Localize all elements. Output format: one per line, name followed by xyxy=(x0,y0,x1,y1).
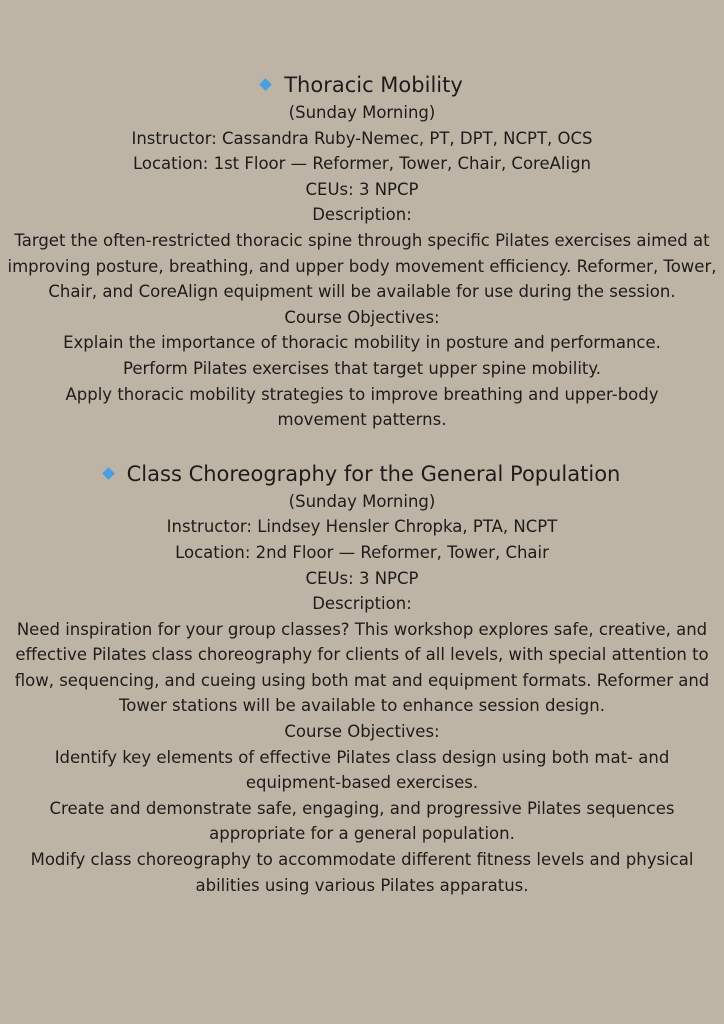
objectives-list xyxy=(0,330,724,432)
objective-item: Explain the importance of thoracic mobility in posture and performance. xyxy=(63,333,661,353)
course-thoracic-mobility xyxy=(0,70,724,433)
course-instructor: Instructor: Cassandra Ruby-Nemec, PT, DPT, NCPT, OCS xyxy=(131,128,593,148)
course-title: Thoracic Mobility xyxy=(284,73,463,97)
course-location: Location: 1st Floor — Reformer, Tower, Chair, CoreAlign xyxy=(132,154,592,174)
course-class-choreography xyxy=(0,459,724,899)
objective-item: Identify key elements of effective Pilates class design using both mat- and equipment-based exercises. xyxy=(54,747,670,793)
objective-item: Apply thoracic mobility strategies to improve breathing and upper-body movement patterns. xyxy=(65,384,659,430)
course-title-row xyxy=(0,459,724,489)
description-heading: Description: xyxy=(312,594,412,614)
objective-item: Create and demonstrate safe, engaging, and progressive Pilates sequences appropriate for a general population. xyxy=(49,798,675,844)
course-title-row xyxy=(0,70,724,100)
course-ceus: CEUs: 3 NPCP xyxy=(305,179,419,199)
objectives-heading: Course Objectives: xyxy=(284,307,440,327)
course-location: Location: 2nd Floor — Reformer, Tower, Chair xyxy=(175,542,549,562)
course-description: Need inspiration for your group classes? This workshop explores safe, creative, and effective Pilates class choreography for clients of all levels, with special attention to flow, sequencing, and cueing using both mat and equipment formats. Reformer and Tower stations will be available to enhance session design. xyxy=(14,619,710,716)
objective-item: Modify class choreography to accommodate different fitness levels and physical abilities using various Pilates apparatus. xyxy=(30,850,694,895)
description-heading: Description: xyxy=(312,205,412,225)
course-description: Target the often-restricted thoracic spine through specific Pilates exercises aimed at improving posture, breathing, and upper body movement efficiency. Reformer, Tower, Chair, and CoreAlign equipment will be available for use during the session. xyxy=(7,230,717,302)
course-ceus: CEUs: 3 NPCP xyxy=(305,568,419,588)
objective-item: Perform Pilates exercises that target upper spine mobility. xyxy=(122,358,602,378)
course-instructor: Instructor: Lindsey Hensler Chropka, PTA, NCPT xyxy=(166,517,558,537)
objectives-list xyxy=(0,745,724,899)
course-session: (Sunday Morning) xyxy=(288,491,436,511)
objectives-heading: Course Objectives: xyxy=(284,722,440,742)
diamond-bullet-icon xyxy=(102,467,115,480)
diamond-bullet-icon xyxy=(259,78,272,91)
course-session: (Sunday Morning) xyxy=(288,103,436,122)
course-title: Class Choreography for the General Population xyxy=(126,461,621,486)
